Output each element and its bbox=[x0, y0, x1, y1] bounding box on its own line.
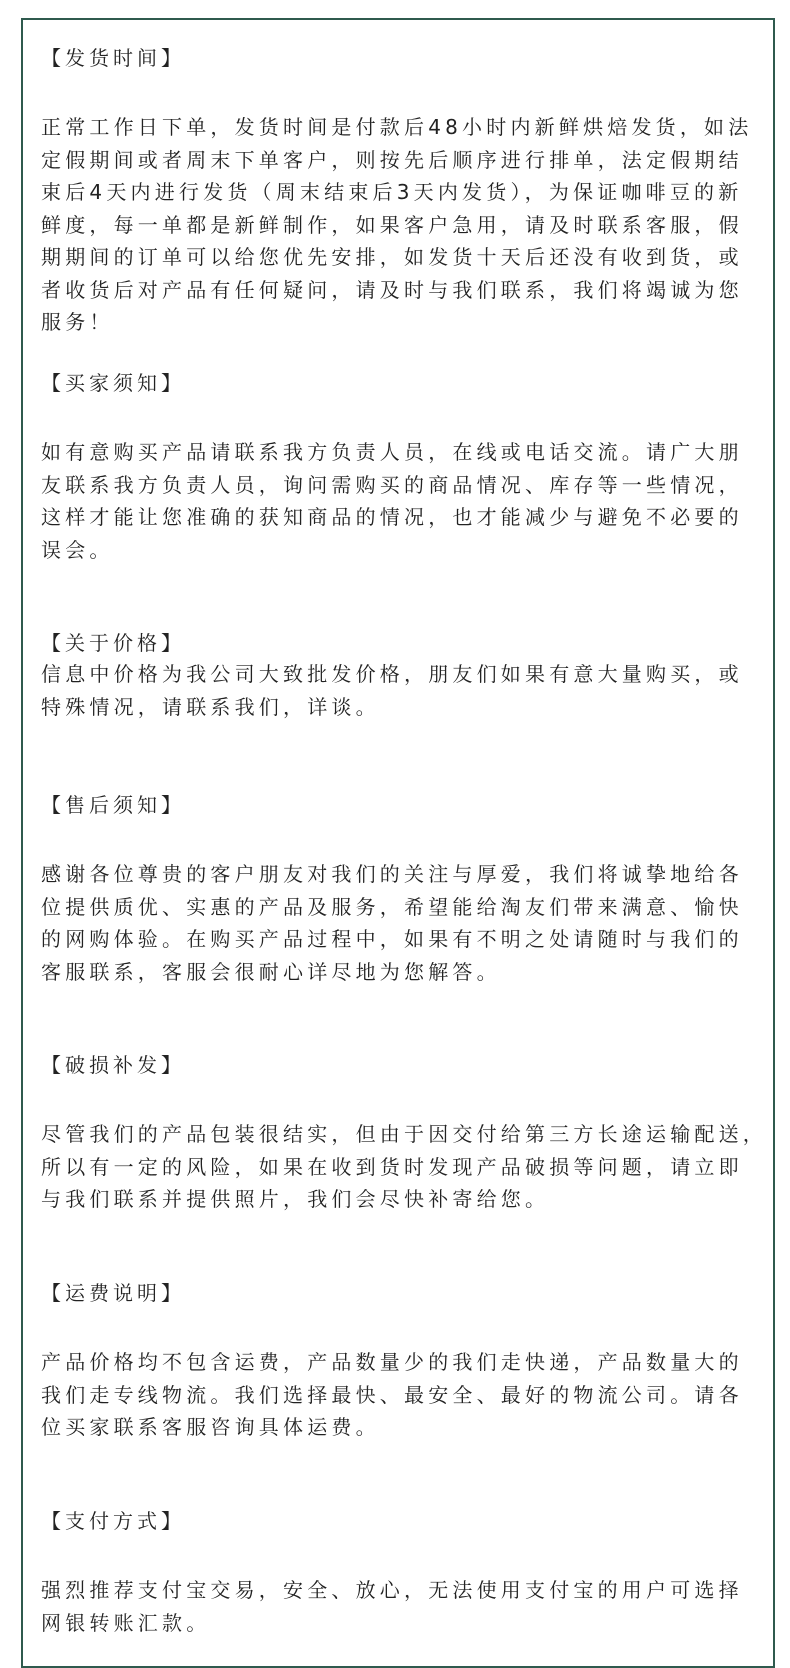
section-damage-reship bbox=[41, 1050, 781, 1216]
section-heading: 【关于价格】 bbox=[41, 631, 185, 655]
section-payment-method bbox=[41, 1506, 781, 1639]
section-buyer-notice bbox=[41, 368, 781, 566]
section-heading: 【买家须知】 bbox=[41, 371, 185, 395]
section-body: 产品价格均不包含运费，产品数量少的我们走快递，产品数量大的 我们走专线物流。我们选择最快、最安全、最好的物流公司。请各 位买家联系客服咨询具体运费。 bbox=[41, 1350, 743, 1439]
section-heading: 【售后须知】 bbox=[41, 793, 185, 817]
section-heading: 【破损补发】 bbox=[41, 1053, 185, 1077]
section-shipping-cost bbox=[41, 1278, 781, 1444]
section-body: 信息中价格为我公司大致批发价格，朋友们如果有意大量购买，或 特殊情况，请联系我们，详谈。 bbox=[41, 662, 743, 719]
section-after-sales bbox=[41, 790, 781, 988]
section-body: 感谢各位尊贵的客户朋友对我们的关注与厚爱，我们将诚挚地给各 位提供质优、实惠的产品及服务，希望能给淘友们带来满意、愉快 的网购体验。在购买产品过程中，如果有不明之处请随时与我们的 客服联系，客服会很耐心详尽地为您解答。 bbox=[41, 862, 743, 984]
section-pricing bbox=[41, 628, 781, 723]
content-frame bbox=[21, 18, 775, 1668]
section-body: 强烈推荐支付宝交易，安全、放心，无法使用支付宝的用户可选择 网银转账汇款。 bbox=[41, 1578, 743, 1635]
section-shipping-time bbox=[41, 43, 781, 339]
section-body: 如有意购买产品请联系我方负责人员，在线或电话交流。请广大朋 友联系我方负责人员，询问需购买的商品情况、库存等一些情况， 这样才能让您准确的获知商品的情况，也才能减少与避免不必要的 误会。 bbox=[41, 440, 743, 562]
section-heading: 【发货时间】 bbox=[41, 46, 185, 70]
section-heading: 【运费说明】 bbox=[41, 1281, 185, 1305]
section-body: 正常工作日下单，发货时间是付款后48小时内新鲜烘焙发货，如法 定假期间或者周末下单客户，则按先后顺序进行排单，法定假期结 束后4天内进行发货（周末结束后3天内发货），为保证咖啡豆的新 鲜度，每一单都是新鲜制作，如果客户急用，请及时联系客服，假 期期间的订单可以给您优先安排，如发货十天后还没有收到货，或 者收货后对产品有任何疑问，请及时与我们联系，我们将竭诚为您 服务！ bbox=[41, 115, 753, 334]
section-heading: 【支付方式】 bbox=[41, 1509, 185, 1533]
section-body: 尽管我们的产品包装很结实，但由于因交付给第三方长途运输配送， 所以有一定的风险，如果在收到货时发现产品破损等问题，请立即 与我们联系并提供照片，我们会尽快补寄给您。 bbox=[41, 1122, 767, 1211]
